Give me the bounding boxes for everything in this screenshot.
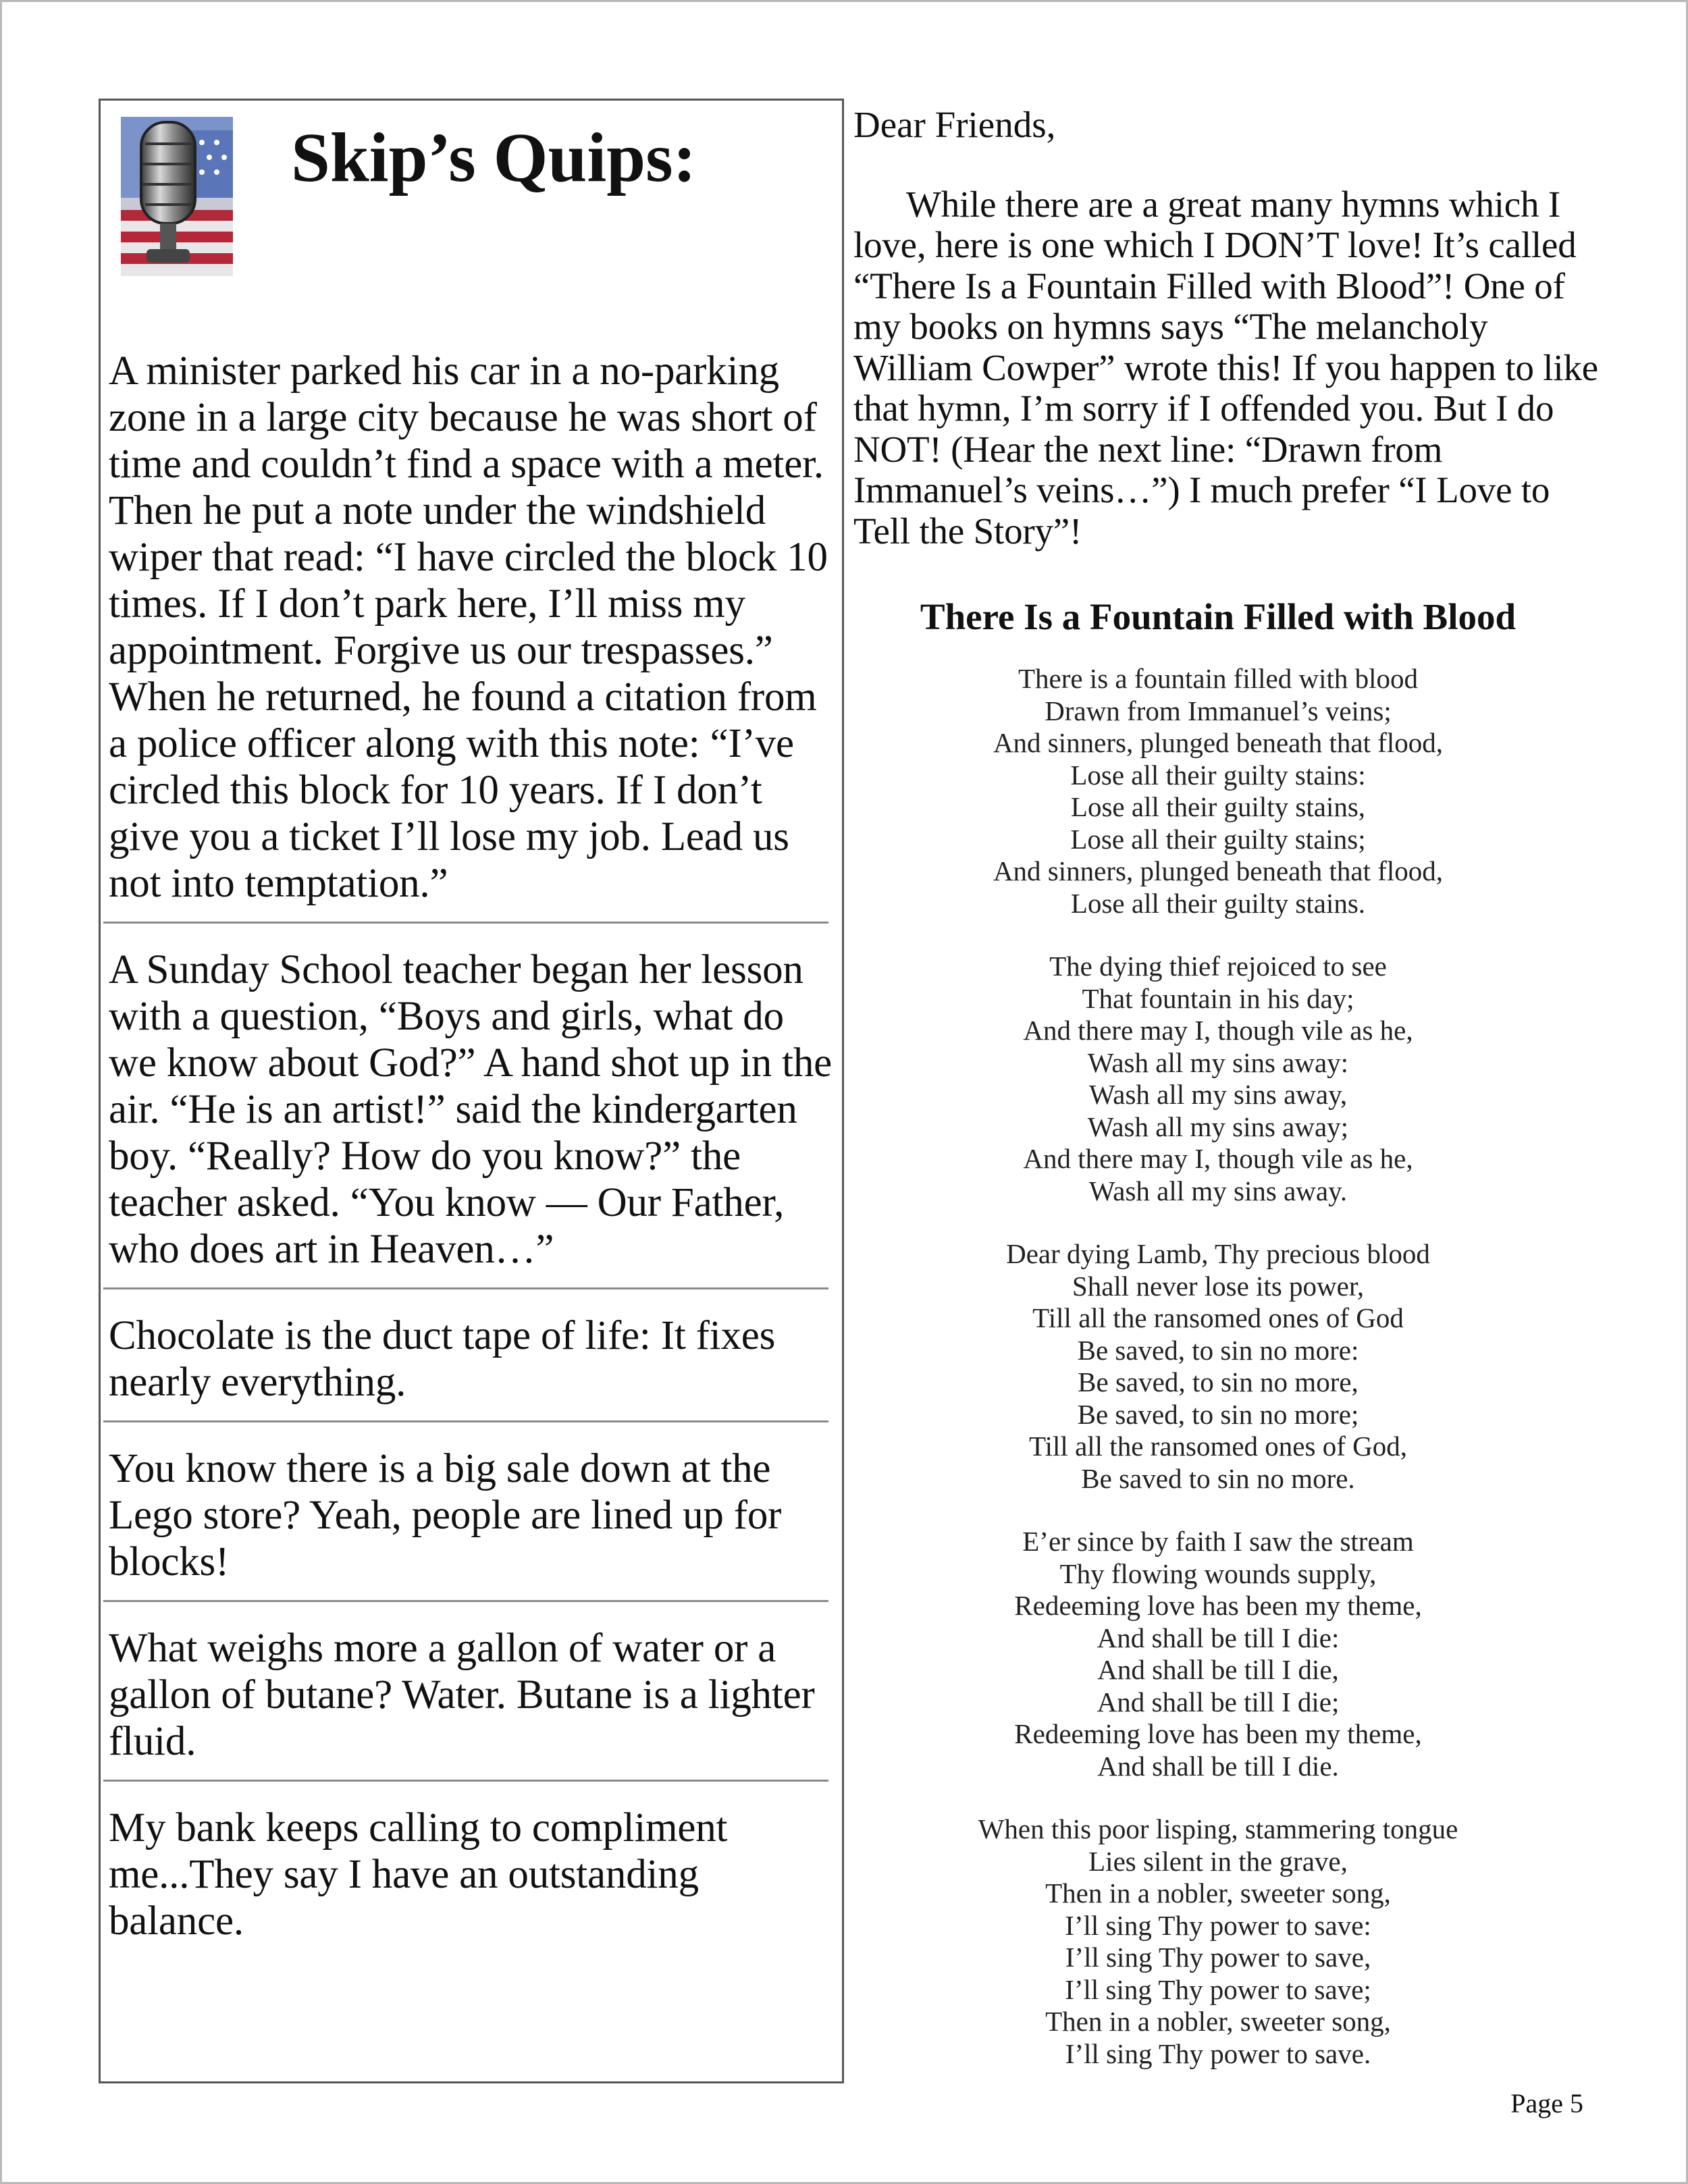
quips-header bbox=[121, 117, 823, 265]
verse-line: Till all the ransomed ones of God, bbox=[1029, 1431, 1407, 1462]
quip-item: A Sunday School teacher began her lesson with a question, “Boys and girls, what do we know about God?” A hand shot up in the air. “He is an artist!” said the kindergarten boy. “Really? How do you know?” the teacher asked. “You know — Our Father, who does art in Heaven…” bbox=[109, 947, 833, 1272]
verse-line: Then in a nobler, sweeter song, bbox=[1045, 2006, 1391, 2037]
verse-line: The dying thief rejoiced to see bbox=[1049, 951, 1387, 982]
verse-line: Thy flowing wounds supply, bbox=[1059, 1557, 1377, 1589]
verse-line: Lose all their guilty stains, bbox=[1070, 791, 1366, 822]
verse-line: Drawn from Immanuel’s veins; bbox=[1045, 695, 1392, 726]
quip-item: My bank keeps calling to compliment me...They say I have an outstanding balance. bbox=[109, 1805, 728, 1944]
hymn-lyrics bbox=[853, 663, 1583, 2101]
verse-line: Be saved, to sin no more: bbox=[1077, 1334, 1359, 1366]
verse-line: Be saved, to sin no more, bbox=[1078, 1366, 1359, 1397]
verse-line: And sinners, plunged beneath that flood, bbox=[993, 727, 1444, 758]
microphone-flag-image bbox=[121, 117, 233, 276]
verse-line: There is a fountain filled with blood bbox=[1018, 663, 1419, 694]
verse-line: E’er since by faith I saw the stream bbox=[1022, 1526, 1414, 1557]
verse-line: Redeeming love has been my theme, bbox=[1014, 1718, 1422, 1749]
verse-line: And shall be till I die: bbox=[1097, 1622, 1340, 1653]
verse-line: And shall be till I die. bbox=[1097, 1750, 1339, 1782]
verse-line: When this poor lisping, stammering tongue bbox=[978, 1813, 1458, 1844]
quips-box bbox=[99, 99, 844, 2083]
verse-line: I’ll sing Thy power to save: bbox=[1065, 1909, 1371, 1941]
letter-body: While there are a great many hymns which I love, here is one which I DON’T love! It’s called “There Is a Fountain Filled with Blood”! One of my books on hymns says “The melancholy William Cowper” wrote this! If you happen to like that hymn, I’m sorry if I offended you. But I do NOT! (Hear the next line: “Drawn from Immanuel’s veins…”) I much prefer “I Love to Tell the Story”! bbox=[853, 183, 1598, 552]
quip-item: A minister parked his car in a no-parking zone in a large city because he was short of time and couldn’t find a space with a meter. Then he put a note under the windshield wiper that read: “I have circled the block 10 times. If I don’t park here, I’ll miss my appointment. Forgive us our trespasses.” When he returned, he found a citation from a police officer along with this note: “I’ve circled this block for 10 years. If I don’t give you a ticket I’ll lose my job. Lead us not into temptation.” bbox=[109, 348, 828, 906]
hymn-verse bbox=[853, 951, 1583, 1207]
verse-line: And there may I, though vile as he, bbox=[1023, 1143, 1413, 1174]
verse-line: Till all the ransomed ones of God bbox=[1032, 1302, 1404, 1333]
verse-line: And sinners, plunged beneath that flood, bbox=[993, 855, 1444, 886]
verse-line: Wash all my sins away; bbox=[1087, 1111, 1349, 1142]
verse-line: I’ll sing Thy power to save, bbox=[1065, 1942, 1371, 1973]
verse-line: Dear dying Lamb, Thy precious blood bbox=[1006, 1238, 1430, 1269]
verse-line: That fountain in his day; bbox=[1082, 982, 1354, 1014]
hymn-verse bbox=[853, 663, 1583, 920]
quip-item: What weighs more a gallon of water or a gallon of butane? Water. Butane is a lighter fluid. bbox=[109, 1626, 815, 1764]
verse-line: Shall never lose its power, bbox=[1072, 1270, 1365, 1302]
hymn-verse bbox=[853, 1813, 1583, 2070]
verse-line: I’ll sing Thy power to save; bbox=[1065, 1973, 1371, 2005]
verse-line: Lose all their guilty stains. bbox=[1070, 887, 1366, 919]
verse-line: Be saved to sin no more. bbox=[1081, 1462, 1355, 1494]
letter-greeting: Dear Friends, bbox=[853, 104, 1056, 145]
verse-line: And there may I, though vile as he, bbox=[1023, 1015, 1413, 1046]
verse-line: And shall be till I die; bbox=[1097, 1686, 1340, 1717]
verse-line: Wash all my sins away. bbox=[1088, 1175, 1348, 1206]
verse-line: Wash all my sins away, bbox=[1088, 1079, 1348, 1110]
verse-line: Lose all their guilty stains: bbox=[1070, 759, 1366, 791]
verse-line: I’ll sing Thy power to save. bbox=[1065, 2037, 1371, 2069]
page-number: Page 5 bbox=[1510, 2088, 1583, 2119]
verse-line: Then in a nobler, sweeter song, bbox=[1045, 1877, 1391, 1909]
hymn-verse bbox=[853, 1526, 1583, 1782]
verse-line: Lose all their guilty stains; bbox=[1070, 823, 1366, 855]
verse-line: Wash all my sins away: bbox=[1087, 1046, 1349, 1078]
verse-line: Be saved, to sin no more; bbox=[1077, 1398, 1359, 1430]
verse-line: Redeeming love has been my theme, bbox=[1014, 1590, 1422, 1621]
quips-title: Skip’s Quips: bbox=[291, 119, 697, 196]
quip-item: You know there is a big sale down at the Lego store? Yeah, people are lined up for blocks! bbox=[109, 1446, 782, 1584]
quips-list bbox=[101, 344, 842, 1959]
hymn-title: There Is a Fountain Filled with Blood bbox=[920, 596, 1516, 637]
verse-line: And shall be till I die, bbox=[1097, 1654, 1339, 1685]
quip-item: Chocolate is the duct tape of life: It fixes nearly everything. bbox=[109, 1313, 776, 1405]
letter bbox=[853, 105, 1610, 552]
hymn-verse bbox=[853, 1238, 1583, 1495]
verse-line: Lies silent in the grave, bbox=[1088, 1845, 1348, 1877]
